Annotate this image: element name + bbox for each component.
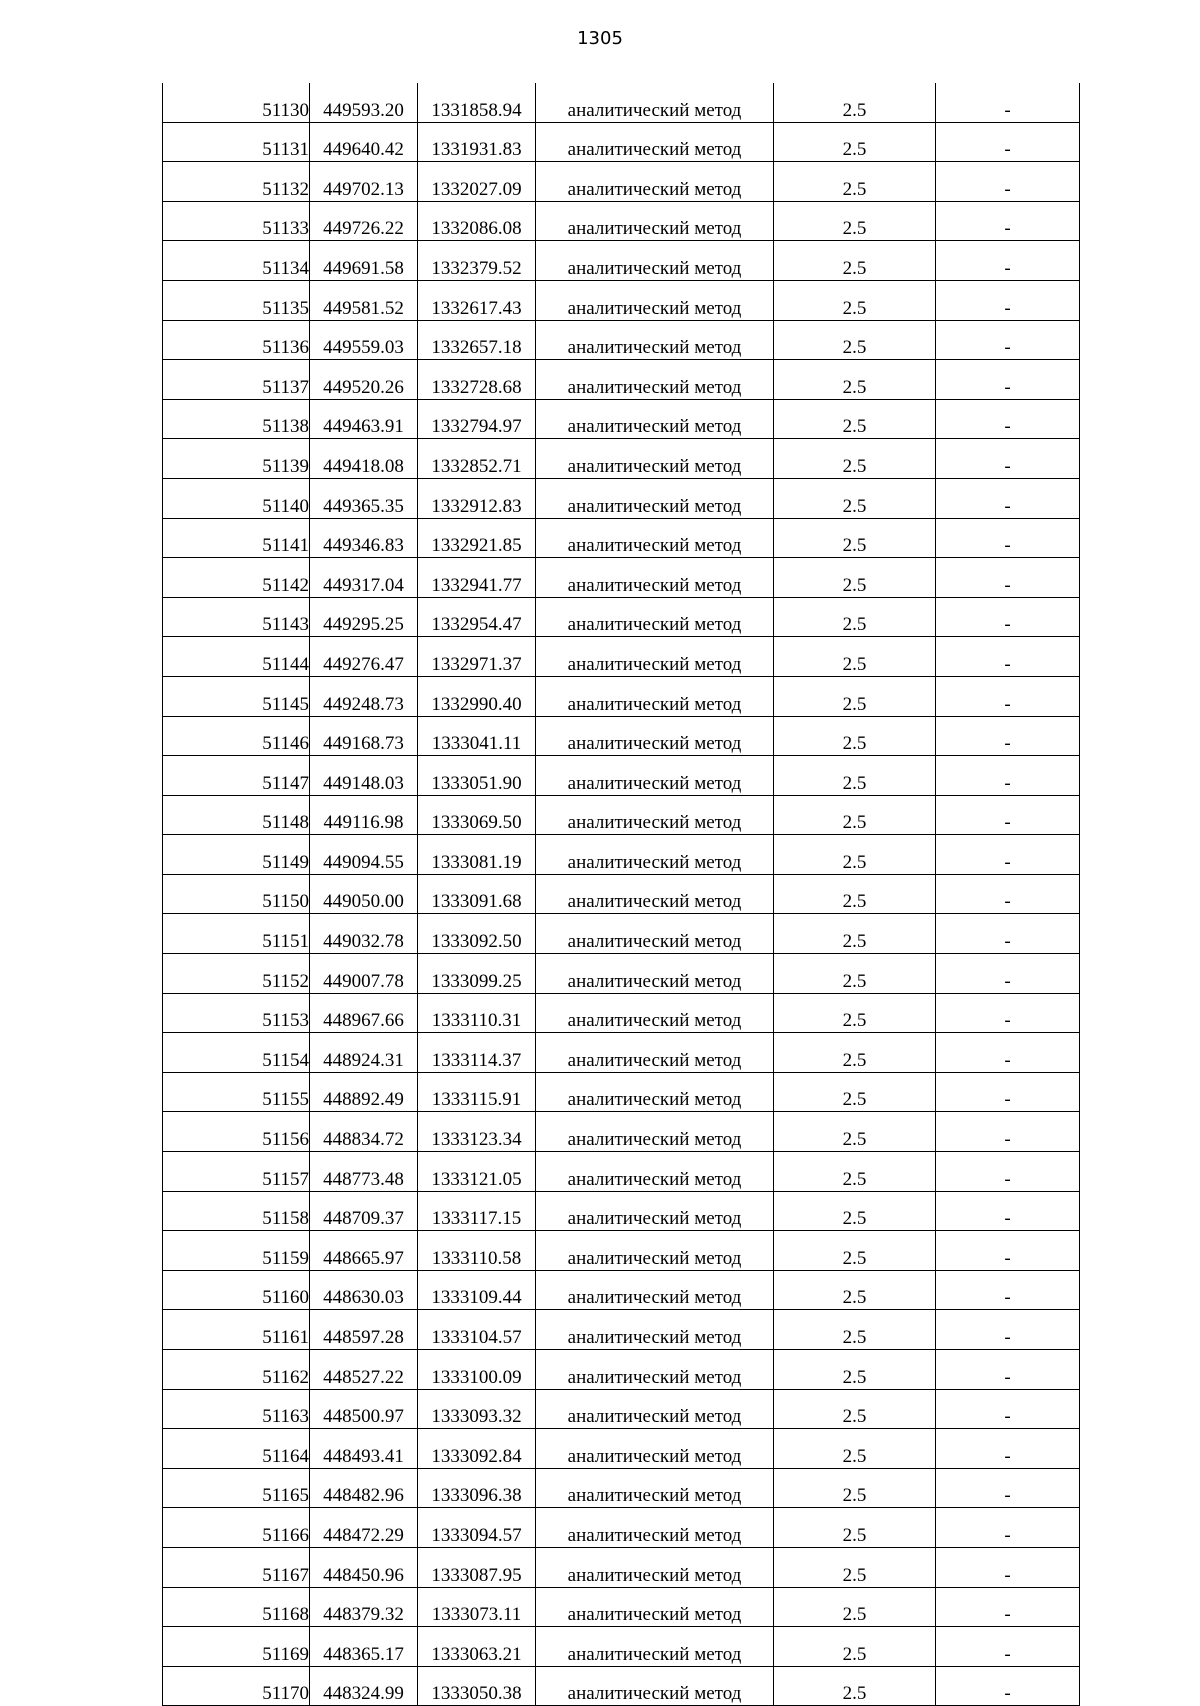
- table-row: [163, 1350, 1080, 1390]
- note-cell: -: [936, 1231, 1080, 1271]
- point-id-cell: 51149: [163, 835, 310, 875]
- table-row: [163, 1468, 1080, 1508]
- point-id-cell: 51139: [163, 439, 310, 479]
- x-coordinate-cell: 449702.13: [310, 162, 418, 202]
- accuracy-cell: 2.5: [774, 716, 936, 756]
- point-id-cell: 51150: [163, 874, 310, 914]
- note-cell: -: [936, 162, 1080, 202]
- table-row: [163, 1389, 1080, 1429]
- y-coordinate-cell: 1332921.85: [418, 518, 536, 558]
- table-row: [163, 676, 1080, 716]
- note-cell: -: [936, 1270, 1080, 1310]
- y-coordinate-cell: 1333123.34: [418, 1112, 536, 1152]
- note-cell: -: [936, 1468, 1080, 1508]
- point-id-cell: 51144: [163, 637, 310, 677]
- note-cell: -: [936, 1547, 1080, 1587]
- x-coordinate-cell: 449032.78: [310, 914, 418, 954]
- x-coordinate-cell: 448365.17: [310, 1627, 418, 1667]
- method-cell: аналитический метод: [536, 201, 774, 241]
- method-cell: аналитический метод: [536, 320, 774, 360]
- method-cell: аналитический метод: [536, 1587, 774, 1627]
- table-row: [163, 360, 1080, 400]
- note-cell: -: [936, 1350, 1080, 1390]
- accuracy-cell: 2.5: [774, 1350, 936, 1390]
- method-cell: аналитический метод: [536, 1310, 774, 1350]
- note-cell: -: [936, 597, 1080, 637]
- x-coordinate-cell: 448709.37: [310, 1191, 418, 1231]
- point-id-cell: 51141: [163, 518, 310, 558]
- note-cell: -: [936, 1033, 1080, 1073]
- table-row: [163, 835, 1080, 875]
- point-id-cell: 51133: [163, 201, 310, 241]
- y-coordinate-cell: 1333087.95: [418, 1547, 536, 1587]
- table-row: [163, 993, 1080, 1033]
- point-id-cell: 51153: [163, 993, 310, 1033]
- y-coordinate-cell: 1332617.43: [418, 280, 536, 320]
- accuracy-cell: 2.5: [774, 241, 936, 281]
- accuracy-cell: 2.5: [774, 399, 936, 439]
- point-id-cell: 51156: [163, 1112, 310, 1152]
- method-cell: аналитический метод: [536, 1033, 774, 1073]
- accuracy-cell: 2.5: [774, 676, 936, 716]
- note-cell: -: [936, 1310, 1080, 1350]
- y-coordinate-cell: 1332379.52: [418, 241, 536, 281]
- method-cell: аналитический метод: [536, 122, 774, 162]
- note-cell: -: [936, 1627, 1080, 1667]
- table-row: [163, 716, 1080, 756]
- method-cell: аналитический метод: [536, 1666, 774, 1706]
- table-row: [163, 637, 1080, 677]
- table-row: [163, 122, 1080, 162]
- point-id-cell: 51169: [163, 1627, 310, 1667]
- point-id-cell: 51143: [163, 597, 310, 637]
- accuracy-cell: 2.5: [774, 1547, 936, 1587]
- accuracy-cell: 2.5: [774, 1231, 936, 1271]
- method-cell: аналитический метод: [536, 637, 774, 677]
- table-row: [163, 399, 1080, 439]
- table-row: [163, 1231, 1080, 1271]
- accuracy-cell: 2.5: [774, 597, 936, 637]
- note-cell: -: [936, 83, 1080, 122]
- y-coordinate-cell: 1331931.83: [418, 122, 536, 162]
- method-cell: аналитический метод: [536, 1112, 774, 1152]
- x-coordinate-cell: 449248.73: [310, 676, 418, 716]
- y-coordinate-cell: 1333115.91: [418, 1072, 536, 1112]
- coordinates-table: [162, 83, 1080, 1706]
- accuracy-cell: 2.5: [774, 83, 936, 122]
- point-id-cell: 51145: [163, 676, 310, 716]
- table-row: [163, 1508, 1080, 1548]
- x-coordinate-cell: 448834.72: [310, 1112, 418, 1152]
- method-cell: аналитический метод: [536, 1389, 774, 1429]
- method-cell: аналитический метод: [536, 558, 774, 598]
- accuracy-cell: 2.5: [774, 637, 936, 677]
- point-id-cell: 51151: [163, 914, 310, 954]
- point-id-cell: 51146: [163, 716, 310, 756]
- accuracy-cell: 2.5: [774, 1072, 936, 1112]
- y-coordinate-cell: 1333063.21: [418, 1627, 536, 1667]
- x-coordinate-cell: 449317.04: [310, 558, 418, 598]
- point-id-cell: 51132: [163, 162, 310, 202]
- method-cell: аналитический метод: [536, 1191, 774, 1231]
- note-cell: -: [936, 993, 1080, 1033]
- table-row: [163, 954, 1080, 994]
- x-coordinate-cell: 448527.22: [310, 1350, 418, 1390]
- accuracy-cell: 2.5: [774, 320, 936, 360]
- method-cell: аналитический метод: [536, 439, 774, 479]
- table-row: [163, 1112, 1080, 1152]
- method-cell: аналитический метод: [536, 835, 774, 875]
- x-coordinate-cell: 449365.35: [310, 478, 418, 518]
- accuracy-cell: 2.5: [774, 360, 936, 400]
- note-cell: -: [936, 360, 1080, 400]
- y-coordinate-cell: 1333069.50: [418, 795, 536, 835]
- y-coordinate-cell: 1333096.38: [418, 1468, 536, 1508]
- x-coordinate-cell: 448665.97: [310, 1231, 418, 1271]
- table-row: [163, 597, 1080, 637]
- point-id-cell: 51147: [163, 756, 310, 796]
- x-coordinate-cell: 449295.25: [310, 597, 418, 637]
- note-cell: -: [936, 1666, 1080, 1706]
- y-coordinate-cell: 1333092.84: [418, 1429, 536, 1469]
- y-coordinate-cell: 1332954.47: [418, 597, 536, 637]
- table-row: [163, 1152, 1080, 1192]
- point-id-cell: 51142: [163, 558, 310, 598]
- y-coordinate-cell: 1332728.68: [418, 360, 536, 400]
- point-id-cell: 51168: [163, 1587, 310, 1627]
- method-cell: аналитический метод: [536, 241, 774, 281]
- note-cell: -: [936, 835, 1080, 875]
- table-body: [163, 83, 1080, 1706]
- point-id-cell: 51161: [163, 1310, 310, 1350]
- y-coordinate-cell: 1333110.31: [418, 993, 536, 1033]
- y-coordinate-cell: 1332794.97: [418, 399, 536, 439]
- point-id-cell: 51167: [163, 1547, 310, 1587]
- x-coordinate-cell: 448892.49: [310, 1072, 418, 1112]
- x-coordinate-cell: 449640.42: [310, 122, 418, 162]
- point-id-cell: 51131: [163, 122, 310, 162]
- table-row: [163, 756, 1080, 796]
- x-coordinate-cell: 449050.00: [310, 874, 418, 914]
- table-row: [163, 320, 1080, 360]
- page-number: 1305: [577, 28, 623, 49]
- y-coordinate-cell: 1332990.40: [418, 676, 536, 716]
- note-cell: -: [936, 795, 1080, 835]
- accuracy-cell: 2.5: [774, 756, 936, 796]
- note-cell: -: [936, 716, 1080, 756]
- table-row: [163, 1191, 1080, 1231]
- note-cell: -: [936, 558, 1080, 598]
- accuracy-cell: 2.5: [774, 122, 936, 162]
- accuracy-cell: 2.5: [774, 914, 936, 954]
- x-coordinate-cell: 449168.73: [310, 716, 418, 756]
- x-coordinate-cell: 448597.28: [310, 1310, 418, 1350]
- accuracy-cell: 2.5: [774, 518, 936, 558]
- method-cell: аналитический метод: [536, 518, 774, 558]
- method-cell: аналитический метод: [536, 1072, 774, 1112]
- method-cell: аналитический метод: [536, 1468, 774, 1508]
- method-cell: аналитический метод: [536, 280, 774, 320]
- accuracy-cell: 2.5: [774, 1152, 936, 1192]
- method-cell: аналитический метод: [536, 716, 774, 756]
- note-cell: -: [936, 122, 1080, 162]
- accuracy-cell: 2.5: [774, 835, 936, 875]
- note-cell: -: [936, 478, 1080, 518]
- method-cell: аналитический метод: [536, 954, 774, 994]
- method-cell: аналитический метод: [536, 597, 774, 637]
- x-coordinate-cell: 449007.78: [310, 954, 418, 994]
- accuracy-cell: 2.5: [774, 874, 936, 914]
- accuracy-cell: 2.5: [774, 993, 936, 1033]
- note-cell: -: [936, 1191, 1080, 1231]
- x-coordinate-cell: 449726.22: [310, 201, 418, 241]
- y-coordinate-cell: 1333091.68: [418, 874, 536, 914]
- note-cell: -: [936, 1072, 1080, 1112]
- point-id-cell: 51160: [163, 1270, 310, 1310]
- x-coordinate-cell: 448324.99: [310, 1666, 418, 1706]
- point-id-cell: 51137: [163, 360, 310, 400]
- x-coordinate-cell: 449593.20: [310, 83, 418, 122]
- table-row: [163, 518, 1080, 558]
- point-id-cell: 51159: [163, 1231, 310, 1271]
- accuracy-cell: 2.5: [774, 478, 936, 518]
- point-id-cell: 51164: [163, 1429, 310, 1469]
- table-row: [163, 1310, 1080, 1350]
- note-cell: -: [936, 874, 1080, 914]
- note-cell: -: [936, 1152, 1080, 1192]
- accuracy-cell: 2.5: [774, 201, 936, 241]
- note-cell: -: [936, 399, 1080, 439]
- x-coordinate-cell: 448773.48: [310, 1152, 418, 1192]
- accuracy-cell: 2.5: [774, 1191, 936, 1231]
- note-cell: -: [936, 280, 1080, 320]
- table-row: [163, 1270, 1080, 1310]
- method-cell: аналитический метод: [536, 795, 774, 835]
- method-cell: аналитический метод: [536, 1152, 774, 1192]
- method-cell: аналитический метод: [536, 83, 774, 122]
- accuracy-cell: 2.5: [774, 954, 936, 994]
- x-coordinate-cell: 449116.98: [310, 795, 418, 835]
- accuracy-cell: 2.5: [774, 558, 936, 598]
- note-cell: -: [936, 676, 1080, 716]
- accuracy-cell: 2.5: [774, 1270, 936, 1310]
- table-row: [163, 874, 1080, 914]
- y-coordinate-cell: 1332971.37: [418, 637, 536, 677]
- method-cell: аналитический метод: [536, 1270, 774, 1310]
- table-row: [163, 201, 1080, 241]
- accuracy-cell: 2.5: [774, 1666, 936, 1706]
- method-cell: аналитический метод: [536, 1508, 774, 1548]
- y-coordinate-cell: 1333117.15: [418, 1191, 536, 1231]
- y-coordinate-cell: 1333050.38: [418, 1666, 536, 1706]
- method-cell: аналитический метод: [536, 914, 774, 954]
- note-cell: -: [936, 201, 1080, 241]
- accuracy-cell: 2.5: [774, 280, 936, 320]
- note-cell: -: [936, 518, 1080, 558]
- table-row: [163, 1072, 1080, 1112]
- point-id-cell: 51138: [163, 399, 310, 439]
- accuracy-cell: 2.5: [774, 1389, 936, 1429]
- point-id-cell: 51148: [163, 795, 310, 835]
- accuracy-cell: 2.5: [774, 1587, 936, 1627]
- y-coordinate-cell: 1333093.32: [418, 1389, 536, 1429]
- accuracy-cell: 2.5: [774, 1033, 936, 1073]
- table-row: [163, 241, 1080, 281]
- point-id-cell: 51134: [163, 241, 310, 281]
- y-coordinate-cell: 1333100.09: [418, 1350, 536, 1390]
- note-cell: -: [936, 1508, 1080, 1548]
- method-cell: аналитический метод: [536, 360, 774, 400]
- x-coordinate-cell: 449581.52: [310, 280, 418, 320]
- note-cell: -: [936, 1112, 1080, 1152]
- table-row: [163, 439, 1080, 479]
- y-coordinate-cell: 1332852.71: [418, 439, 536, 479]
- table-row: [163, 478, 1080, 518]
- point-id-cell: 51158: [163, 1191, 310, 1231]
- point-id-cell: 51170: [163, 1666, 310, 1706]
- method-cell: аналитический метод: [536, 399, 774, 439]
- point-id-cell: 51154: [163, 1033, 310, 1073]
- table-row: [163, 1587, 1080, 1627]
- method-cell: аналитический метод: [536, 1231, 774, 1271]
- y-coordinate-cell: 1333099.25: [418, 954, 536, 994]
- method-cell: аналитический метод: [536, 478, 774, 518]
- table-row: [163, 1627, 1080, 1667]
- accuracy-cell: 2.5: [774, 1310, 936, 1350]
- table-row: [163, 83, 1080, 122]
- table-row: [163, 795, 1080, 835]
- method-cell: аналитический метод: [536, 676, 774, 716]
- y-coordinate-cell: 1332912.83: [418, 478, 536, 518]
- point-id-cell: 51162: [163, 1350, 310, 1390]
- note-cell: -: [936, 1389, 1080, 1429]
- x-coordinate-cell: 448500.97: [310, 1389, 418, 1429]
- x-coordinate-cell: 448379.32: [310, 1587, 418, 1627]
- table-row: [163, 914, 1080, 954]
- accuracy-cell: 2.5: [774, 162, 936, 202]
- point-id-cell: 51140: [163, 478, 310, 518]
- note-cell: -: [936, 637, 1080, 677]
- method-cell: аналитический метод: [536, 1429, 774, 1469]
- y-coordinate-cell: 1332027.09: [418, 162, 536, 202]
- x-coordinate-cell: 449148.03: [310, 756, 418, 796]
- accuracy-cell: 2.5: [774, 795, 936, 835]
- x-coordinate-cell: 448450.96: [310, 1547, 418, 1587]
- table-row: [163, 1429, 1080, 1469]
- x-coordinate-cell: 449276.47: [310, 637, 418, 677]
- method-cell: аналитический метод: [536, 874, 774, 914]
- y-coordinate-cell: 1333109.44: [418, 1270, 536, 1310]
- y-coordinate-cell: 1332086.08: [418, 201, 536, 241]
- accuracy-cell: 2.5: [774, 1468, 936, 1508]
- table-row: [163, 1033, 1080, 1073]
- x-coordinate-cell: 448482.96: [310, 1468, 418, 1508]
- x-coordinate-cell: 449346.83: [310, 518, 418, 558]
- x-coordinate-cell: 449418.08: [310, 439, 418, 479]
- x-coordinate-cell: 449559.03: [310, 320, 418, 360]
- point-id-cell: 51136: [163, 320, 310, 360]
- note-cell: -: [936, 241, 1080, 281]
- y-coordinate-cell: 1333051.90: [418, 756, 536, 796]
- y-coordinate-cell: 1333041.11: [418, 716, 536, 756]
- table-row: [163, 558, 1080, 598]
- method-cell: аналитический метод: [536, 993, 774, 1033]
- accuracy-cell: 2.5: [774, 1429, 936, 1469]
- x-coordinate-cell: 448924.31: [310, 1033, 418, 1073]
- y-coordinate-cell: 1333121.05: [418, 1152, 536, 1192]
- accuracy-cell: 2.5: [774, 439, 936, 479]
- point-id-cell: 51130: [163, 83, 310, 122]
- x-coordinate-cell: 448967.66: [310, 993, 418, 1033]
- table-row: [163, 280, 1080, 320]
- y-coordinate-cell: 1333104.57: [418, 1310, 536, 1350]
- x-coordinate-cell: 448630.03: [310, 1270, 418, 1310]
- note-cell: -: [936, 439, 1080, 479]
- y-coordinate-cell: 1333094.57: [418, 1508, 536, 1548]
- method-cell: аналитический метод: [536, 1547, 774, 1587]
- note-cell: -: [936, 954, 1080, 994]
- point-id-cell: 51152: [163, 954, 310, 994]
- y-coordinate-cell: 1333110.58: [418, 1231, 536, 1271]
- accuracy-cell: 2.5: [774, 1112, 936, 1152]
- note-cell: -: [936, 320, 1080, 360]
- x-coordinate-cell: 449463.91: [310, 399, 418, 439]
- y-coordinate-cell: 1333092.50: [418, 914, 536, 954]
- x-coordinate-cell: 449094.55: [310, 835, 418, 875]
- point-id-cell: 51157: [163, 1152, 310, 1192]
- y-coordinate-cell: 1332941.77: [418, 558, 536, 598]
- method-cell: аналитический метод: [536, 1627, 774, 1667]
- y-coordinate-cell: 1332657.18: [418, 320, 536, 360]
- method-cell: аналитический метод: [536, 756, 774, 796]
- method-cell: аналитический метод: [536, 162, 774, 202]
- table-row: [163, 1666, 1080, 1706]
- table-row: [163, 162, 1080, 202]
- point-id-cell: 51166: [163, 1508, 310, 1548]
- x-coordinate-cell: 449691.58: [310, 241, 418, 281]
- accuracy-cell: 2.5: [774, 1627, 936, 1667]
- y-coordinate-cell: 1333073.11: [418, 1587, 536, 1627]
- accuracy-cell: 2.5: [774, 1508, 936, 1548]
- note-cell: -: [936, 1587, 1080, 1627]
- method-cell: аналитический метод: [536, 1350, 774, 1390]
- point-id-cell: 51165: [163, 1468, 310, 1508]
- y-coordinate-cell: 1333114.37: [418, 1033, 536, 1073]
- point-id-cell: 51155: [163, 1072, 310, 1112]
- point-id-cell: 51163: [163, 1389, 310, 1429]
- x-coordinate-cell: 448472.29: [310, 1508, 418, 1548]
- x-coordinate-cell: 448493.41: [310, 1429, 418, 1469]
- note-cell: -: [936, 1429, 1080, 1469]
- point-id-cell: 51135: [163, 280, 310, 320]
- table-row: [163, 1547, 1080, 1587]
- y-coordinate-cell: 1333081.19: [418, 835, 536, 875]
- y-coordinate-cell: 1331858.94: [418, 83, 536, 122]
- note-cell: -: [936, 756, 1080, 796]
- x-coordinate-cell: 449520.26: [310, 360, 418, 400]
- note-cell: -: [936, 914, 1080, 954]
